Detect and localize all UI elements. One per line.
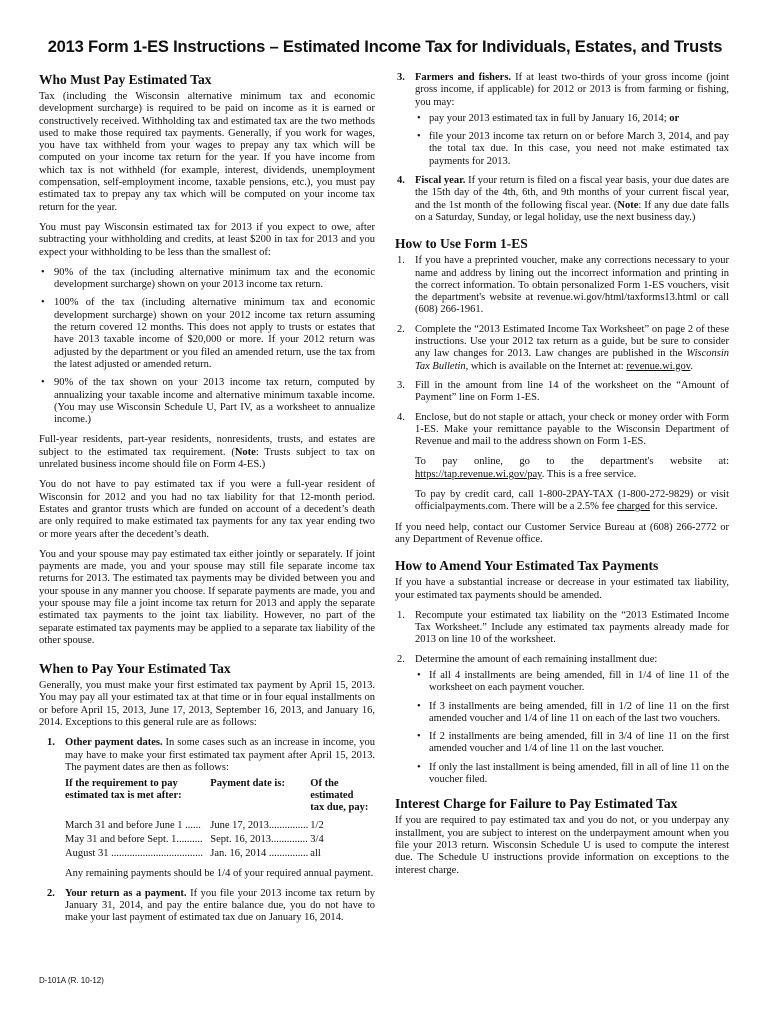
step-number: 1. (397, 609, 405, 621)
item-label: Your return as a payment. (65, 887, 187, 899)
item-label: Farmers and fishers. (415, 72, 512, 83)
amend-heading: How to Amend Your Estimated Tax Payments (395, 558, 659, 574)
bulletin-title: Wisconsin Tax Bulletin (415, 348, 729, 372)
step-text: Fill in the amount from line 14 of the worksheet on the “Amount of Payment” line on Form 1-ES. (415, 379, 729, 404)
table-cell: all (310, 848, 321, 860)
when-exception-list-continued (395, 72, 729, 224)
option-text: pay your 2013 estimated tax in full by January 16, 2014; (429, 112, 670, 124)
item-number: 4. (397, 175, 405, 187)
item-text-b: : If any due date falls on a Saturday, Sunday, or legal holiday, use the next business day.) (415, 199, 729, 223)
step-number: 2. (397, 323, 405, 335)
step-text: Determine the amount of each remaining installment due: (415, 653, 658, 665)
table-row (65, 834, 375, 848)
table-row (65, 848, 375, 862)
amend-steps (395, 610, 729, 787)
item-label: Fiscal year. (415, 175, 466, 187)
table-cell: June 17, 2013............... (210, 820, 309, 832)
pay-online-link[interactable]: https://tap.revenue.wi.gov/pay (415, 468, 542, 480)
who-bullet-list (39, 267, 375, 427)
farmer-options (415, 113, 729, 168)
step-number: 4. (397, 411, 405, 423)
installment-option: • If only the last installment is being amended, fill in all of line 11 on the voucher filed. (415, 762, 729, 787)
farmer-option: • file your 2013 income tax return on or before March 3, 2014, and pay the total tax due. In this case, you need not make estimated tax payments for 2013. (415, 131, 729, 168)
table-header-row (65, 778, 375, 820)
table-cell: 1/2 (310, 820, 324, 832)
who-bullet: • 90% of the tax (including alternative minimum tax and the economic development surcharge) shown on your 2013 income tax return. (39, 267, 375, 292)
exception-item-1 (45, 737, 375, 880)
how-step-3 (395, 380, 729, 405)
charged-link: charged (616, 501, 651, 513)
item-text: If you file your 2013 income tax return by January 31, 2014, and pay the entire balance due, you do not have to make your last payment of estimated tax due on January 16, 2014. (65, 887, 375, 924)
when-paragraph-1: Generally, you must make your first estimated tax payment by April 15, 2013. You may pay all your estimated tax at that time or in four equal installments on or before April 15, 2013, June 17, 2013, September 16, 2013, and January 16, 2014. Exceptions to this general rule are as follows: (39, 680, 375, 729)
farmer-option (415, 113, 729, 125)
table-cell: 3/4 (310, 834, 324, 846)
interest-heading: Interest Charge for Failure to Pay Estimated Tax (395, 796, 678, 812)
note-label: Note (234, 446, 256, 458)
online-text: To pay online, go to the department's website at: (415, 456, 729, 468)
form-footer-code: D-101A (R. 10-12) (39, 976, 104, 985)
page-title: 2013 Form 1-ES Instructions – Estimated Income Tax for Individuals, Estates, and Trusts (47, 38, 723, 56)
who-bullet: • 100% of the tax (including alternative minimum tax and economic development surcharge) shown on your 2012 income tax return assuming the return covered 12 months. This does not apply to trusts or estates that have 2013 taxable income of $20,000 or more. If your 2012 return was adjusted by the department or you filed an amended return, use the tax from the latest adjusted or amended return. (39, 297, 375, 371)
item-text: If at least two-thirds of your gross income (joint gross income, if applicable) for 2012 or 2013 is from farming or fishing, you may: (415, 72, 730, 108)
who-paragraph-5: You and your spouse may pay estimated tax either jointly or separately. If joint payments are made, you and your spouse may still file separate income tax returns for 2013. The estimated tax payments may be divided between you and your spouse in any manner you choose. If separate payments are made, you and your spouse may file a joint income tax return for 2013 and apply the separate estimated tax payments to the joint tax liability. However, no part of the separate estimated tax payments may be applied to a separate tax liability of the other spouse. (39, 548, 375, 646)
item-number: 1. (47, 737, 55, 749)
credit-card-text (395, 489, 729, 514)
table-cell: August 31 ................................... (65, 848, 203, 860)
or-label: or (669, 112, 680, 124)
who-paragraph-4: You do not have to pay estimated tax if you were a full-year resident of Wisconsin for 2012 and you had no tax liability for that 12-month period. Estates and grantor trusts which are funded on account of a decedent’s death are only required to make estimated tax payments for any tax year ending two or more years after the decedent’s death. (39, 479, 375, 540)
item-text: In some cases such as an increase in income, you may have to make your first estimated tax payment after April 15, 2013. The payment dates are then as follows: (65, 737, 375, 773)
item-text: If your return is filed on a fiscal year basis, your due dates are the 15th day of the 4th, 6th, and 9th months of your current fiscal year, and the 1st month of the following fiscal year. ( (415, 175, 729, 211)
step-number: 2. (397, 653, 405, 665)
exception-item-2 (45, 888, 375, 925)
item-number: 2. (47, 887, 55, 899)
interest-paragraph: If you are required to pay estimated tax and you do not, or you underpay any installment, you are subject to interest on the underpayment amount when you file your 2013 return. Wisconsin Schedule U is used to compute the interest due. The Schedule U instructions provide information on exceptions to the interest charge. (395, 815, 729, 876)
table-cell: Sept. 16, 2013.............. (210, 834, 308, 846)
step-text-c: . (690, 360, 693, 372)
amend-installment-list (415, 670, 729, 786)
when-heading: When to Pay Your Estimated Tax (39, 661, 231, 677)
card-text: To pay by credit card, call 1-800-2PAY-TAX (1-800-272-9829) or visit officialpayments.com. There will be a 2.5% fee (415, 489, 729, 513)
who-paragraph-1: Tax (including the Wisconsin alternative minimum tax and economic development surcharge) is required to be paid on income as it is earned or constructively received. Withholding tax and estimated tax are the two methods used to make those required tax payments. Generally, if you work for wages, you have tax withheld from your wages to prepay any tax which will be computed on your income tax return for the year. If you have income from which tax is not withheld (for example, interest, dividends, unemployment compensation, self-employment income, taxable pensions, etc.), you must pay estimated tax to prepay any tax which will be computed on your income tax return for the year. (39, 91, 375, 213)
step-text: Complete the “2013 Estimated Income Tax Worksheet” on page 2 of these instructions. Use your 2012 tax return as a guide, but be sure to consider any law changes for 2013. Law changes are published in the (415, 323, 729, 360)
online-text-b: . This is a free service. (541, 468, 637, 480)
card-text-b: for this service. (650, 501, 718, 513)
table-header: If the requirement to pay estimated tax is met after: (65, 778, 182, 802)
table-cell: Jan. 16, 2014 ............... (210, 848, 309, 860)
installment-option: • If all 4 installments are being amended, fill in 1/4 of line 11 of the worksheet on each payment voucher. (415, 670, 729, 695)
step-text: Enclose, but do not staple or attach, your check or money order with Form 1-ES. Make your remittance payable to the Wisconsin Department of Revenue and mail to the address shown on Form 1-ES. (415, 411, 729, 448)
how-step-2 (395, 324, 729, 373)
pay-online-text (395, 456, 729, 481)
item-1-after-text: Any remaining payments should be 1/4 of your required annual payment. (65, 868, 374, 880)
amend-step-1 (395, 610, 729, 647)
how-heading: How to Use Form 1-ES (395, 236, 528, 252)
table-row (65, 820, 375, 834)
step-number: 3. (397, 379, 405, 391)
when-exception-list (39, 737, 375, 924)
how-steps (395, 255, 729, 448)
table-header: Of the estimated tax due, pay: (310, 778, 369, 814)
how-step-1 (395, 255, 729, 316)
who-heading: Who Must Pay Estimated Tax (39, 72, 212, 87)
amend-paragraph: If you have a substantial increase or decrease in your estimated tax liability, your estimated tax payments should be amended. (395, 577, 729, 601)
who-p3-text: Full-year residents, part-year residents, nonresidents, trusts, and estates are subject to the estimated tax requirement. ( (39, 434, 375, 458)
how-step-4 (395, 412, 729, 449)
note-label: Note (617, 199, 639, 211)
right-column (395, 72, 729, 885)
who-bullet: • 90% of the tax shown on your 2013 income tax return, computed by annualizing your taxable income and alternative minimum taxable income. (You may use Wisconsin Schedule U, Part IV, as a worksheet to annualize income.) (39, 377, 375, 426)
amend-step-2 (395, 654, 729, 787)
step-number: 1. (397, 255, 405, 267)
exception-item-3 (395, 72, 729, 168)
who-paragraph-3 (39, 434, 375, 471)
step-text: If you have a preprinted voucher, make any corrections necessary to your name and address by lining out the incorrect information and printing in the correct information. To obtain personalized Form 1-ES vouchers, visit the department's website at revenue.wi.gov/html/taxforms13.html or call (608) 266-1961. (415, 255, 729, 316)
step-text: Recompute your estimated tax liability on the “2013 Estimated Income Tax Worksheet.” Include any estimated tax payments already made for 2013 on line 10 of the worksheet. (415, 609, 729, 646)
installment-option: • If 2 installments are being amended, fill in 3/4 of line 11 on the first amended voucher and 1/4 of line 11 on the last voucher. (415, 731, 729, 756)
left-column (39, 72, 375, 932)
item-number: 3. (397, 72, 405, 83)
table-header: Payment date is: (210, 778, 285, 790)
exception-item-4 (395, 175, 729, 224)
table-cell: March 31 and before June 1 ...... (65, 820, 201, 832)
item-label: Other payment dates. (65, 737, 163, 749)
who-paragraph-2: You must pay Wisconsin estimated tax for 2013 if you expect to owe, after subtracting your withholding and credits, at least $200 in tax for 2013 and you expect your withholding to be less than the smallest of: (39, 221, 375, 258)
installment-option: • If 3 installments are being amended, fill in 1/2 of line 11 on the first amended voucher and 1/4 of line 11 on each of the last two vouchers. (415, 701, 729, 726)
payment-date-table (65, 778, 375, 862)
step-text-b: , which is available on the Internet at: (465, 360, 627, 372)
who-p3-text-b: : Trusts subject to tax on unrelated business income should file on Form 4-ES.) (39, 446, 375, 471)
help-text: If you need help, contact our Customer Service Bureau at (608) 266-2772 or any Department of Revenue office. (395, 521, 729, 545)
revenue-link[interactable]: revenue.wi.gov (626, 360, 691, 372)
table-cell: May 31 and before Sept. 1.......... (65, 834, 203, 846)
